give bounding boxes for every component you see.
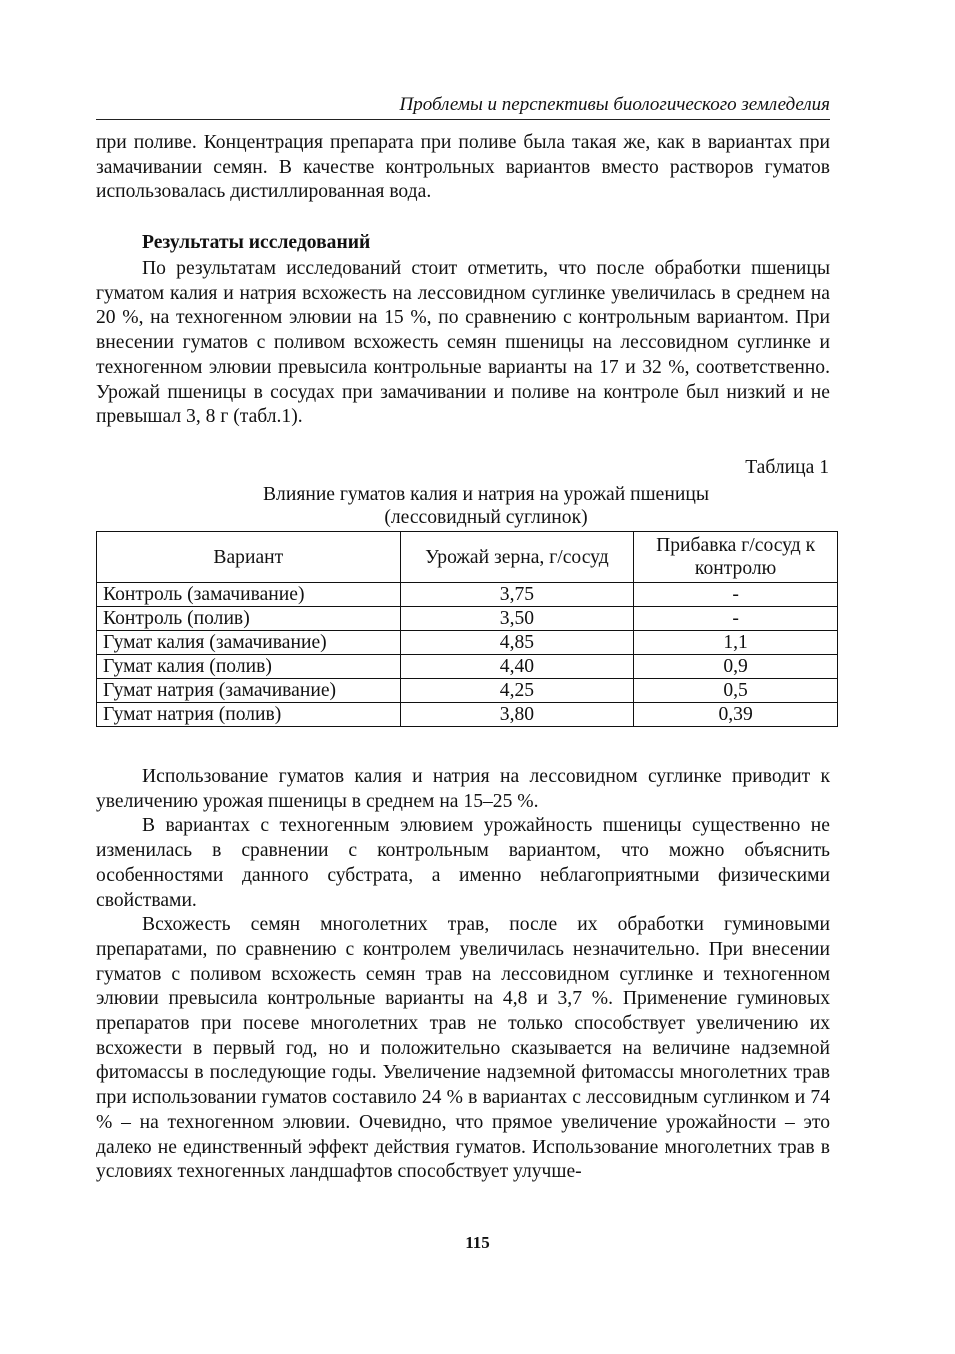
table-row xyxy=(97,583,838,607)
cell-increase: - xyxy=(634,583,838,607)
intro-text xyxy=(96,131,830,205)
header-yield: Урожай зерна, г/сосуд xyxy=(400,532,634,583)
table-header-row xyxy=(97,532,838,583)
page-number: 115 xyxy=(465,1233,490,1252)
body-text xyxy=(96,765,830,1185)
cell-yield: 3,50 xyxy=(400,607,634,631)
results-paragraph: По результатам исследований стоит отметить, что после обработки пшеницы гуматом калия и натрия всхожесть на лессовидном суглинке увеличилась в среднем на 20 %, на техногенном элювии на 15 %, по сравнению с контрольным вариантом. При внесении гуматов с поливом всхожесть семян пшеницы на лессовидном суглинке и техногенном элювии превысила контрольные варианты на 17 и 32 %, соответственно. Урожай пшеницы в сосудах при замачивании и поливе на контроле был низкий и не превышал 3, 8 г (табл.1). xyxy=(96,258,830,428)
cell-variant: Контроль (полив) xyxy=(97,607,401,631)
cell-yield: 4,25 xyxy=(400,679,634,703)
table-caption-line2: (лессовидный суглинок) xyxy=(384,507,588,528)
intro-paragraph: при поливе. Концентрация препарата при поливе была такая же, как в вариантах при замачивании семян. В качестве контрольных вариантов вместо растворов гуматов использовалась дистиллированная вода. xyxy=(96,132,830,203)
cell-variant: Гумат натрия (полив) xyxy=(97,703,401,727)
table-caption-line1: Влияние гуматов калия и натрия на урожай пшеницы xyxy=(262,484,709,505)
cell-variant: Гумат калия (полив) xyxy=(97,655,401,679)
cell-increase: 0,5 xyxy=(634,679,838,703)
table-row xyxy=(97,655,838,679)
results-text xyxy=(96,257,830,430)
cell-yield: 3,80 xyxy=(400,703,634,727)
header-variant: Вариант xyxy=(97,532,401,583)
running-header xyxy=(96,94,830,120)
table-row xyxy=(97,607,838,631)
table-label: Таблица 1 xyxy=(745,457,829,478)
cell-yield: 3,75 xyxy=(400,583,634,607)
cell-increase: 0,9 xyxy=(634,655,838,679)
running-title: Проблемы и перспективы биологического земледелия xyxy=(399,94,830,115)
cell-variant: Контроль (замачивание) xyxy=(97,583,401,607)
cell-variant: Гумат калия (замачивание) xyxy=(97,631,401,655)
body-paragraph: Использование гуматов калия и натрия на лессовидном суглинке приводит к увеличению урожая пшеницы в среднем на 15–25 %. xyxy=(96,766,830,812)
table-row xyxy=(97,631,838,655)
cell-increase: 1,1 xyxy=(634,631,838,655)
body-paragraph: Всхожесть семян многолетних трав, после их обработки гуминовыми препаратами, по сравнению с контролем увеличилась незначительно. При внесении гуматов с поливом всхожесть семян трав на лессовидном суглинке и техногенном элювии превысила контрольные варианты на 4,8 и 3,7 %. Применение гуминовых препаратов при посеве многолетних трав не только способствует увеличению их всхожести в первый год, но и положительно сказывается на величине надземной фитомассы в последующие годы. Увеличение надземной фитомассы многолетних трав при использовании гуматов составило 24 % в вариантах с лессовидным суглинком и 74 % – на техногенном элювии. Очевидно, что прямое увеличение урожайности – это далеко не единственный эффект действия гуматов. Использование многолетних трав в условиях техногенных ландшафтов способствует улучше- xyxy=(96,914,830,1183)
body-paragraph: В вариантах с техногенным элювием урожайность пшеницы существенно не изменилась в сравнении с контрольным вариантом, что можно объяснить особенностями данного субстрата, а именно неблагоприятными физическими свойствами. xyxy=(96,815,830,911)
section-title: Результаты исследований xyxy=(142,232,371,253)
cell-increase: 0,39 xyxy=(634,703,838,727)
cell-increase: - xyxy=(634,607,838,631)
table-row xyxy=(97,703,838,727)
table-row xyxy=(97,679,838,703)
yield-table xyxy=(96,531,838,727)
cell-variant: Гумат натрия (замачивание) xyxy=(97,679,401,703)
header-increase: Прибавка г/сосуд к контролю xyxy=(634,532,838,583)
table-caption xyxy=(96,483,876,529)
cell-yield: 4,40 xyxy=(400,655,634,679)
cell-yield: 4,85 xyxy=(400,631,634,655)
